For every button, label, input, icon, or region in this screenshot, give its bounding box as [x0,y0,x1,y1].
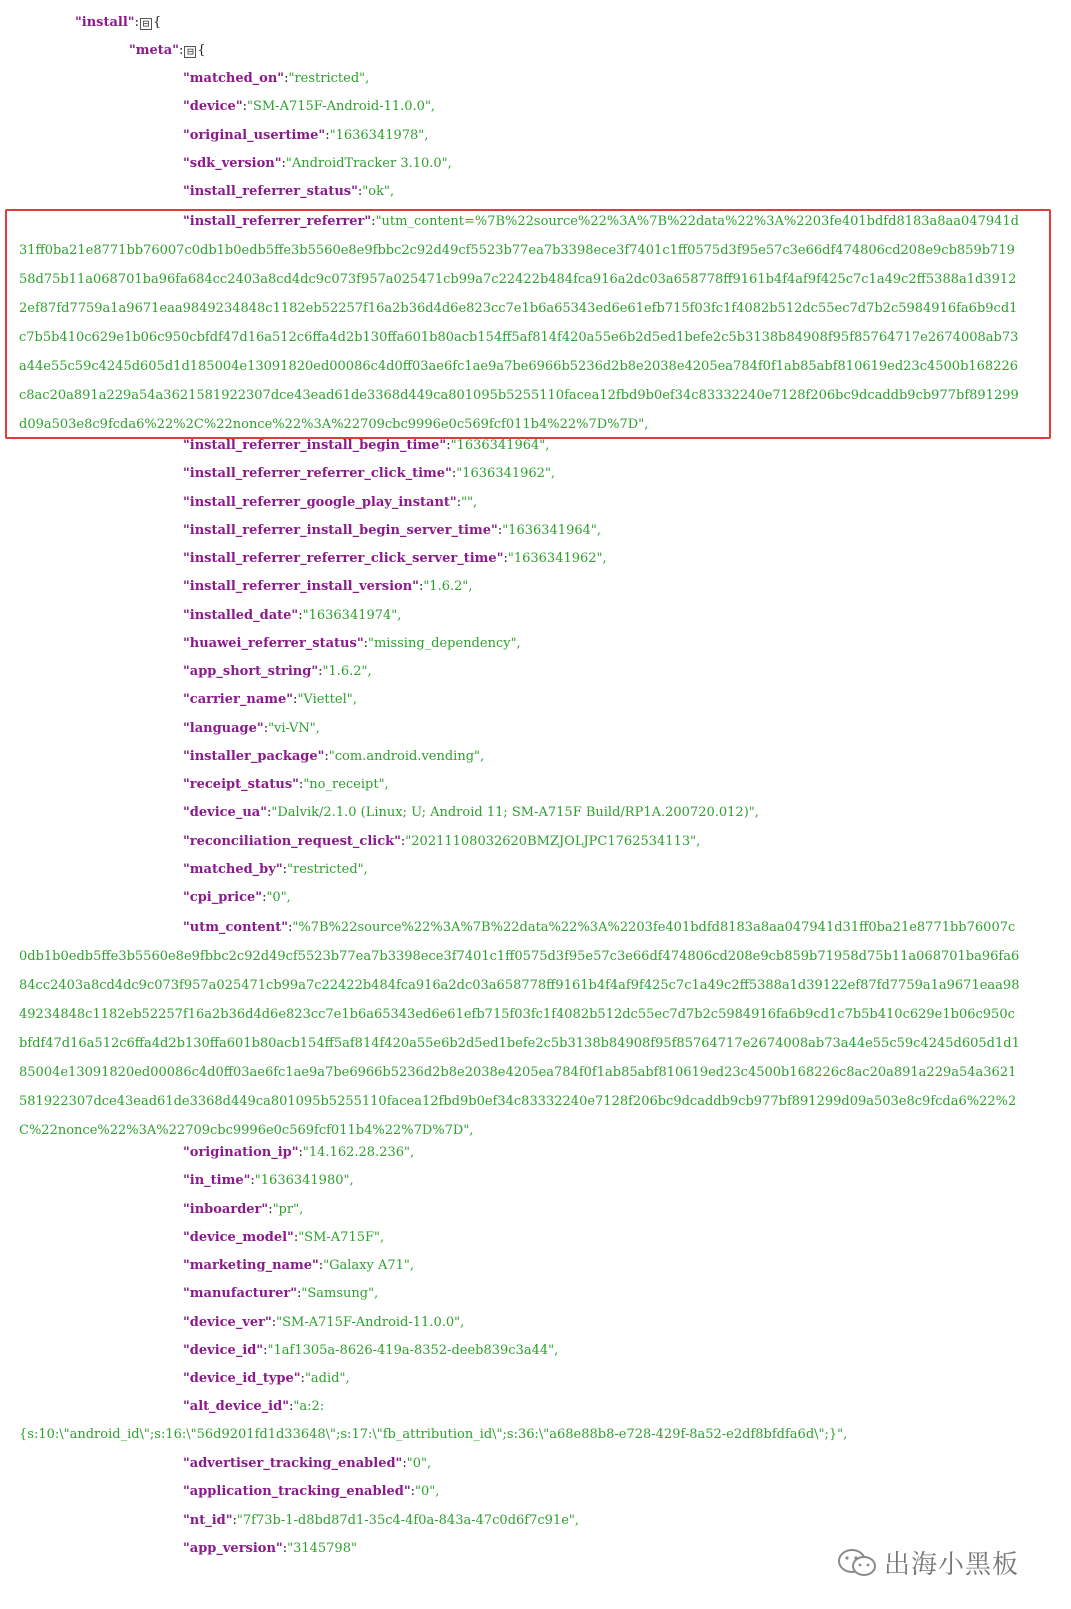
json-field-line [183,577,473,597]
colon: : [179,43,184,58]
field-key: "device_id_type" [183,1371,301,1386]
field-value: "0", [266,890,291,905]
json-field-line [183,719,320,739]
field-value: "1.6.2", [322,664,372,679]
field-key: "inboarder" [183,1201,269,1217]
colon: : [410,1484,416,1500]
field-key: "device_ua" [183,805,267,821]
colon: : [242,99,247,115]
colon: : [262,890,267,905]
colon: : [268,1201,273,1217]
colon: : [288,1399,294,1414]
colon: : [324,748,329,764]
json-field-line [183,154,452,174]
field-value: "Samsung", [301,1286,379,1302]
field-value: "1636341974", [302,607,402,623]
collapse-toggle-icon[interactable]: ⊟ [184,46,196,58]
field-key: "install_referrer_referrer_click_time" [183,466,452,482]
field-key: "nt_id" [183,1512,233,1528]
field-key: "matched_by" [183,861,283,877]
field-key: "receipt_status" [183,777,299,792]
json-field-line [183,126,428,146]
install-key: "install" [75,15,135,30]
field-key: "device_ver" [183,1314,272,1330]
field-key: "device_id" [183,1342,264,1358]
field-value: "pr", [272,1201,304,1217]
colon: : [325,127,330,143]
open-brace: { [197,43,206,58]
field-value: "20211108032620BMZJOLJPC1762534113", [405,833,701,849]
field-value: "missing_dependency", [368,635,521,651]
field-key: "huawei_referrer_status" [183,635,364,651]
field-key: "device_model" [183,1229,294,1245]
field-value: "no_receipt", [303,777,389,792]
colon: : [134,15,139,30]
json-field-line [183,662,372,682]
field-value: "1636341962", [507,551,607,566]
json-field-line [183,1228,384,1248]
field-key: "cpi_price" [183,890,263,905]
field-value: "1636341978", [329,127,429,143]
open-brace: { [152,15,162,30]
colon: : [456,494,462,510]
field-key: "device" [183,99,243,115]
field-value: "1af1305a-8626-419a-8352-deeb839c3a44", [267,1342,559,1358]
field-key: "alt_device_id" [183,1399,289,1414]
collapse-toggle-icon[interactable]: ⊟ [140,18,152,30]
json-field-line [183,1256,414,1276]
field-value: "1636341964", [450,438,550,453]
colon: : [300,1371,305,1386]
field-value: "utm_content=%7B%22source%22%3A%7B%22data%22%3A%2203fe401bdfd8183a8aa047941d31ff0ba21e8771bb76007c0db1b0edb5ffe3b5560e8e9fbbc2c92d49cf5523b77ea7b3398ece3f7401c1ff0575d3f95e57c3e66df474806cd208e9cb859b71958d75b11a068701ba96fa684cc2403a8cd4dc9c073f957a025471cb99a7c22422b484fca916a2dc03a658778ff9161b4f4af9f425c7c1a49c2ff5388a1d39122ef87fd7759a1a9671eaa9849234848c1182eb52257f16a2b36d4d6e823cc7e1b6a65343ed6e61efb715f03fc1f4082b512dc55ec7d7b2c5984916fa6b9cd1c7b5b410c629e1b06c950cbfdf47d16a512c6ffa4d2b130ffa601b80acb154ff5af814f420a55e6b2d5ed1befe2c5b3138b84908f95f85764717e2674008ab73a44e55c59c4245d605d1d185004e13091820ed00086c4d0ff03ae6fc1ae9a7be6966b5236d2b8e2038e4205ea784f0f1ab85abf810619ed23c4500b168226c8ac20a891a229a54a3621581922307dce43ead61de3368d449ca801095b5255110facea12fbd9b0ef34c83332240e7128f206bc9dcaddb9cb977bf891299d09a503e8c9fcda6%22%2C%22nonce%22%3A%22709cbc9996e0c569fcf011b4%22%7D%7D", [19,214,1019,432]
field-key: "utm_content" [183,920,289,935]
json-field-line [183,1511,579,1531]
field-value: "1636341964", [502,522,602,538]
install-node [75,13,161,33]
json-field-line [183,549,607,569]
json-field-line [183,182,394,202]
colon: : [271,1314,277,1330]
field-key: "installed_date" [183,607,299,623]
json-field-line [183,1284,378,1304]
colon: : [446,438,451,453]
colon: : [318,664,323,679]
referrer-line [19,207,1021,439]
json-field-line [183,1369,350,1389]
field-key: "advertiser_tracking_enabled" [183,1456,403,1471]
colon: : [298,607,303,623]
json-field-line [183,521,601,541]
field-key: "application_tracking_enabled" [183,1484,411,1500]
colon: : [503,551,508,566]
field-key: "app_short_string" [183,664,319,679]
field-key: "install_referrer_install_begin_time" [183,438,447,453]
json-field-line [183,803,759,823]
field-value: "restricted", [288,71,370,86]
field-key: "origination_ip" [183,1145,299,1160]
json-field-line [183,606,401,626]
colon: : [357,184,363,199]
json-field-line [183,69,369,89]
wechat-icon [836,1547,878,1579]
colon: : [371,214,376,229]
field-value: "0", [406,1456,432,1471]
field-value: "com.android.vending", [328,748,485,764]
colon: : [318,1258,324,1273]
field-value: "restricted", [287,861,368,877]
colon: : [284,71,289,86]
watermark [836,1544,1019,1581]
colon: : [297,1286,302,1302]
colon: : [402,1456,407,1471]
json-field-line [183,1482,439,1502]
colon: : [451,466,457,482]
utm-content-line [19,913,1021,1145]
field-key: "sdk_version" [183,155,282,171]
field-value: "0", [415,1484,440,1500]
colon: : [418,579,424,595]
json-field-line [183,1313,464,1333]
json-field-line [183,832,700,852]
field-value: "", [461,494,478,510]
field-value: "%7B%22source%22%3A%7B%22data%22%3A%2203fe401bdfd8183a8aa047941d31ff0ba21e8771bb76007c0db1b0edb5ffe3b5560e8e9fbbc2c92d49cf5523b77ea7b3398ece3f7401c1ff0575d3f95e57c3e66df474806cd208e9cb859b71958d75b11a068701ba96fa684cc2403a8cd4dc9c073f957a025471cb99a7c22422b484fca916a2dc03a658778ff9161b4f4af9f425c7c1a49c2ff5388a1d39122ef87fd7759a1a9671eaa9849234848c1182eb52257f16a2b36d4d6e823cc7e1b6a65343ed6e61efb715f03fc1f4082b512dc55ec7d7b2c5984916fa6b9cd1c7b5b410c629e1b06c950cbfdf47d16a512c6ffa4d2b130ffa601b80acb154ff5af814f420a55e6b2d5ed1befe2c5b3138b84908f95f85764717e2674008ab73a44e55c59c4245d605d1d185004e13091820ed00086c4d0ff03ae6fc1ae9a7be6966b5236d2b8e2038e4205ea784f0f1ab85abf810619ed23c4500b168226c8ac20a891a229a54a3621581922307dce43ead61de3368d449ca801095b5255110facea12fbd9b0ef34c83332240e7128f206bc9dcaddb9cb977bf891299d09a503e8c9fcda6%22%2C%22nonce%22%3A%22709cbc9996e0c569fcf011b4%22%7D%7D", [19,920,1020,1138]
field-value: "adid", [304,1371,350,1386]
field-key: "matched_on" [183,71,285,86]
json-field-line [183,634,521,654]
field-key: "manufacturer" [183,1286,297,1302]
field-key: "install_referrer_status" [183,184,358,199]
colon: : [263,1342,268,1358]
field-value: "SM-A715F", [298,1229,385,1245]
field-value: "14.162.28.236", [302,1145,415,1160]
colon: : [282,1540,288,1556]
field-key: "install_referrer_google_play_instant" [183,494,457,510]
json-field-line [183,1539,357,1559]
colon: : [281,155,286,171]
json-field-line [183,860,368,880]
colon: : [298,1145,303,1160]
field-value: "a:2: [293,1399,325,1414]
field-key: "in_time" [183,1173,251,1189]
field-key: "install_referrer_referrer_click_server_time" [183,551,504,566]
field-value: "ok", [362,184,395,199]
colon: : [263,720,269,736]
field-value: "3145798" [287,1540,357,1556]
colon: : [250,1173,255,1189]
field-key: "install_referrer_install_begin_server_time" [183,522,498,538]
field-key: "language" [183,720,264,736]
json-field-line [183,97,435,117]
field-key: "install_referrer_referrer" [183,214,372,229]
json-field-line [183,690,357,710]
field-value: "1636341980", [254,1173,354,1189]
json-field-line [183,1143,414,1163]
field-key: "original_usertime" [183,127,326,143]
field-key: "reconciliation_request_click" [183,833,401,849]
meta-node [129,41,206,61]
colon: : [282,861,287,877]
field-value: "Viettel", [297,692,357,708]
field-value: "Dalvik/2.1.0 (Linux; U; Android 11; SM-A715F Build/RP1A.200720.012)", [271,805,759,821]
colon: : [266,805,272,821]
json-field-line [183,436,549,456]
colon: : [400,833,406,849]
field-key: "marketing_name" [183,1258,319,1273]
field-value: "SM-A715F-Android-11.0.0", [246,99,436,115]
colon: : [298,777,304,792]
json-field-line [183,1171,354,1191]
field-key: "carrier_name" [183,692,294,708]
field-value: "7f73b-1-d8bd87d1-35c4-4f0a-843a-47c0d6f7c91e", [236,1512,580,1528]
alt-device-id-line [183,1397,324,1417]
colon: : [363,635,368,651]
json-field-line [183,493,477,513]
json-field-line [183,775,389,795]
meta-key: "meta" [129,43,180,58]
field-value: "AndroidTracker 3.10.0", [285,155,452,171]
json-field-line [183,1200,303,1220]
colon: : [293,692,298,708]
alt-device-id-value: {s:10:\"android_id\";s:16:\"56d9201fd1d33648\";s:17:\"fb_attribution_id\";s:36:\"a68e88b8-e728-429f-8a52-e2df8bfdfa6d\";}", [19,1427,848,1442]
field-value: "Galaxy A71", [323,1258,415,1273]
colon: : [288,920,293,935]
colon: : [293,1229,299,1245]
field-key: "app_version" [183,1540,283,1556]
field-value: "1.6.2", [423,579,473,595]
field-value: "vi-VN", [268,720,320,736]
json-field-line [183,747,484,767]
field-value: "1636341962", [456,466,556,482]
colon: : [232,1512,237,1528]
colon: : [497,522,503,538]
json-field-line [183,1341,558,1361]
watermark-text: 出海小黑板 [883,1550,1019,1580]
json-field-line [183,464,555,484]
json-field-line [183,888,291,908]
json-field-line [183,1454,431,1474]
field-key: "installer_package" [183,748,325,764]
field-key: "install_referrer_install_version" [183,579,419,595]
field-value: "SM-A715F-Android-11.0.0", [276,1314,465,1330]
